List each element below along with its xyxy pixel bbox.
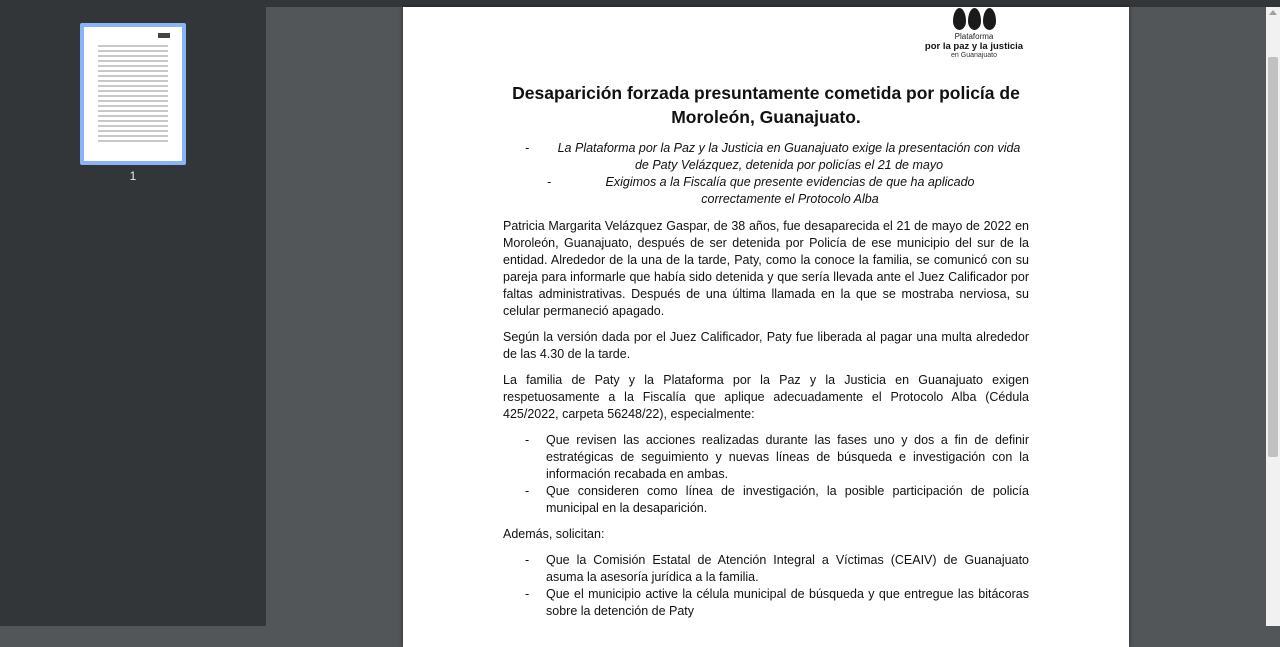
- top-toolbar: [0, 0, 1280, 7]
- thumbnail-content: [98, 45, 168, 145]
- document-body: [503, 218, 1029, 629]
- demands-list: [503, 432, 1029, 517]
- document-viewer[interactable]: [266, 7, 1266, 626]
- paragraph-2: Según la versión dada por el Juez Calificador, Paty fue liberada al pagar una multa alrededor de las 4.30 de la tarde.: [503, 330, 1029, 361]
- list-item: - Que la Comisión Estatal de Atención Integral a Víctimas (CEAIV) de Guanajuato asuma la asesoría jurídica a la familia.: [525, 553, 1029, 584]
- list-item: - Que el municipio active la célula municipal de búsqueda y que entregue las bitácoras sobre la detención de Paty: [525, 587, 1029, 618]
- vertical-scrollbar[interactable]: [1266, 7, 1280, 626]
- paragraph-1: Patricia Margarita Velázquez Gaspar, de 38 años, fue desaparecida el 21 de mayo de 2022 en Moroleón, Guanajuato, después de ser detenida por Policía de ese municipio del sur de la entidad. Alrededor de la una de la tarde, Paty, como la conoce la familia, se comunicó con su pareja para informarle que había sido detenida y que sería llevada ante el Juez Calificador por faltas administrativas. Después de una última llamada en la que se mostraba nerviosa, su celular permaneció apagado.: [503, 219, 1029, 318]
- italic-summary-bullets: [503, 140, 1029, 208]
- logo-line-1: Plataforma: [954, 32, 994, 41]
- logo-line-2: por la paz y la justicia: [924, 41, 1024, 52]
- list-item: - Que revisen las acciones realizadas durante las fases uno y dos a fin de definir estratégicas de seguimiento y nuevas líneas de búsqueda e investigación con la información recabada en ambas.: [525, 433, 1029, 481]
- thumbnail-logo: [158, 33, 170, 38]
- paragraph-4: Además, solicitan:: [503, 527, 605, 541]
- thumbnail-page-number: 1: [129, 169, 137, 183]
- scroll-up-arrow-icon[interactable]: [1269, 10, 1277, 15]
- paragraph-3: La familia de Paty y la Plataforma por la Paz y la Justicia en Guanajuato exigen respetuosamente a la Fiscalía que aplique adecuadamente el Protocolo Alba (Cédula 425/2022, carpeta 56248/22), especialmente:: [503, 373, 1029, 421]
- logo-line-3: en Guanajuato: [951, 52, 997, 59]
- organization-logo: [919, 7, 1029, 60]
- list-item: - Que consideren como línea de investigación, la posible participación de policía municipal en la desaparición.: [525, 484, 1029, 515]
- leaf-logo-icon: [919, 8, 1029, 30]
- summary-bullet: - La Plataforma por la Paz y la Justicia en Guanajuato exige la presentación con vida de Paty Velázquez, detenida por policías el 21 de mayo: [525, 141, 1021, 172]
- pdf-page: [403, 7, 1129, 647]
- scrollbar-thumb[interactable]: [1268, 57, 1278, 457]
- thumbnail-sidebar: [0, 7, 266, 626]
- page-thumbnail[interactable]: [80, 23, 186, 165]
- summary-bullet: - Exigimos a la Fiscalía que presente evidencias de que ha aplicado correctamente el Protocolo Alba: [547, 175, 975, 206]
- requests-list: [503, 552, 1029, 620]
- document-title: Desaparición forzada presuntamente cometida por policía de Moroleón, Guanajuato.: [512, 83, 1020, 127]
